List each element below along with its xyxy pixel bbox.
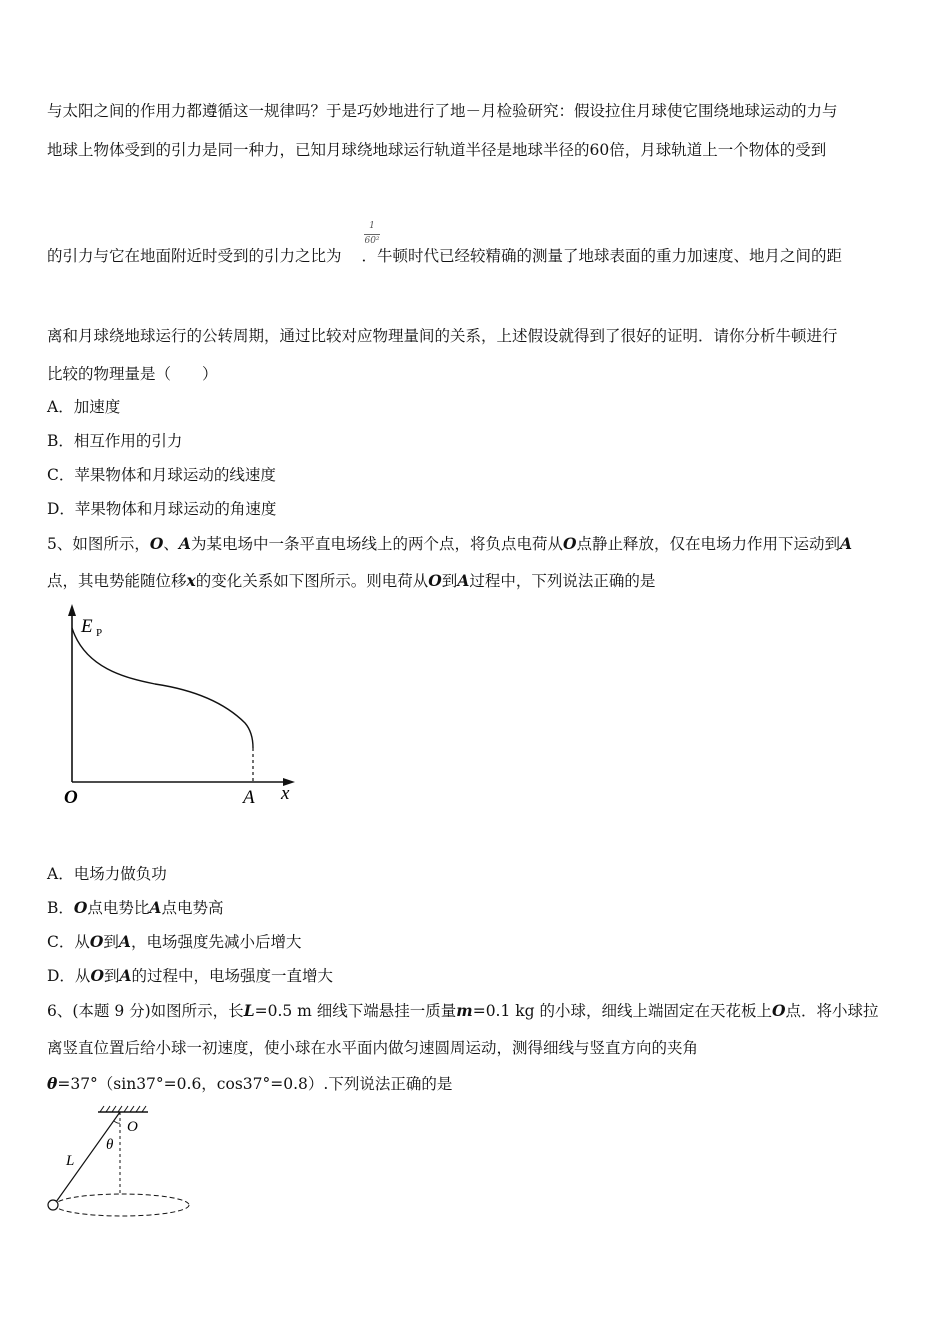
q6-text-line-2: 离竖直位置后给小球一初速度，使小球在水平面内做匀速圆周运动，测得细线与竖直方向的夹角 [47, 1039, 699, 1057]
q5-optb-A: A [149, 898, 162, 917]
q5-l1-d: 点静止释放，仅在电场力作用下运动到 [576, 535, 840, 553]
x-axis-label: x [281, 783, 290, 804]
y-axis-label: E [81, 616, 93, 637]
q4-text-line-2: 地球上物体受到的引力是同一种力，已知月球绕地球运行轨道半径是地球半径的60倍，月球轨道上一个物体的受到 [47, 141, 827, 159]
q6-l3-theta: θ [47, 1074, 58, 1093]
q5-l2-d: 过程中，下列说法正确的是 [469, 572, 656, 590]
q5-l1-b: 、 [163, 535, 179, 553]
ball [48, 1200, 58, 1210]
q5-optd-a: D．从 [47, 967, 91, 985]
q5-l2-A: A [457, 571, 470, 590]
q5-optb-c: 点电势高 [161, 899, 224, 917]
q5-optc-b: 到 [103, 933, 119, 951]
q4-option-b: B．相互作用的引力 [47, 432, 183, 450]
fraction-bar [364, 234, 380, 235]
circular-path [55, 1194, 189, 1216]
fraction-numerator: 1 [369, 221, 375, 231]
q5-l1-c: 为某电场中一条平直电场线上的两个点，将负点电荷从 [190, 535, 563, 553]
q5-optb-O: O [73, 898, 88, 917]
q4-option-c: C．苹果物体和月球运动的线速度 [47, 466, 276, 484]
q5-optc-a: C．从 [47, 933, 90, 951]
q5-option-c [47, 932, 301, 952]
q4-text-line-1: 与太阳之间的作用力都遵循这一规律吗？于是巧妙地进行了地－月检验研究：假设拉住月球使它围绕地球运动的力与 [47, 102, 838, 120]
ceiling-hatching [100, 1106, 146, 1112]
q4-line3-part-b: ．牛顿时代已经较精确的测量了地球表面的重力加速度、地月之间的距 [361, 247, 843, 265]
q5-option-a: A．电场力做负功 [47, 865, 167, 883]
q5-optc-c: ，电场强度先减小后增大 [130, 933, 302, 951]
q5-option-d [47, 966, 333, 986]
q5-l2-O: O [428, 571, 442, 590]
q5-optb-b: 点电势比 [87, 899, 150, 917]
q5-option-b [47, 898, 223, 918]
y-axis-label-sub: P [96, 627, 103, 639]
energy-displacement-graph [55, 598, 305, 813]
theta-label: θ [106, 1137, 114, 1153]
q5-optc-O: O [89, 932, 104, 951]
q5-optd-A: A [119, 966, 132, 985]
fraction-denominator: 60² [364, 236, 380, 246]
conical-pendulum-figure [40, 1102, 200, 1227]
q5-text-line-1 [47, 534, 852, 554]
q5-optb-a: B． [47, 899, 74, 917]
y-axis-arrow [68, 604, 76, 616]
q5-l2-a: 点，其电势能随位移 [47, 572, 187, 590]
length-label: L [66, 1153, 75, 1169]
q5-l2-x: x [186, 571, 196, 590]
q6-l1-L: L [243, 1001, 255, 1020]
q4-line3-part-a: 的引力与它在地面附近时受到的引力之比为 [47, 247, 342, 265]
q4-text-line-4: 离和月球绕地球运行的公转周期，通过比较对应物理量间的关系，上述假设就得到了很好的证明．请你分析牛顿进行 [47, 327, 838, 345]
q4-option-a: A．加速度 [47, 398, 121, 416]
q5-optc-A: A [118, 932, 131, 951]
q6-l1-b: =0.5 m 细线下端悬挂一质量 [254, 1002, 457, 1020]
q5-l2-c: 到 [441, 572, 458, 590]
q5-optd-b: 到 [103, 967, 120, 985]
q4-text-line-3 [47, 246, 842, 266]
q6-l1-m: m [456, 1001, 473, 1020]
q5-text-line-2 [47, 571, 655, 591]
q6-l1-d: 点．将小球拉 [785, 1002, 879, 1020]
q5-l1-O: O [149, 534, 164, 553]
origin-label: O [64, 787, 78, 808]
q4-option-d: D．苹果物体和月球运动的角速度 [47, 500, 277, 518]
q5-l2-b: 的变化关系如下图所示。则电荷从 [195, 572, 429, 590]
q6-text-line-1 [47, 1001, 879, 1021]
q5-optd-c: 的过程中，电场强度一直增大 [131, 967, 334, 985]
q4-text-line-5: 比较的物理量是（ ） [47, 365, 218, 383]
q6-text-line-3 [47, 1074, 452, 1094]
q5-l1-A2: A [839, 534, 853, 553]
q6-l1-c: =0.1 kg 的小球，细线上端固定在天花板上 [472, 1002, 773, 1020]
q6-l1-a: 6、(本题 9 分)如图所示，长 [47, 1002, 244, 1020]
q5-l1-O2: O [562, 534, 577, 553]
q5-optd-O: O [90, 966, 104, 985]
angle-arc [114, 1121, 120, 1123]
q6-l1-O: O [772, 1001, 786, 1020]
q6-l3-b: =37°（sin37°=0.6，cos37°=0.8）.下列说法正确的是 [57, 1075, 453, 1093]
q5-l1-A: A [178, 534, 191, 553]
q5-l1-a: 5、如图所示， [47, 535, 150, 553]
point-o-label: O [127, 1119, 138, 1135]
point-a-label: A [243, 787, 255, 808]
energy-curve [72, 628, 253, 748]
